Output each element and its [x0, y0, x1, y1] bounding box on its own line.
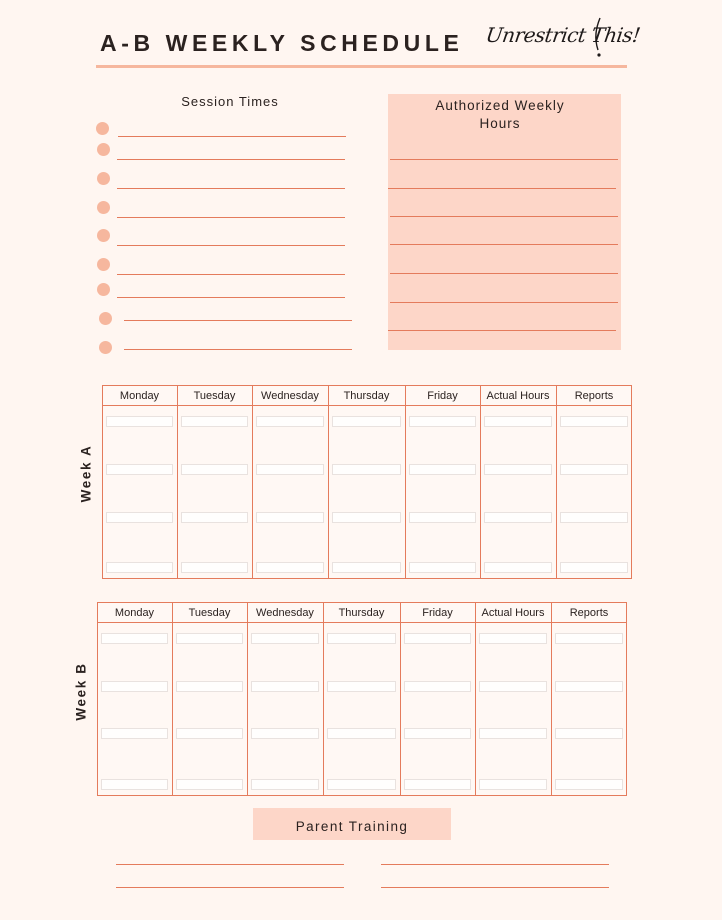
schedule-cell[interactable]	[555, 779, 623, 790]
schedule-cell[interactable]	[484, 512, 552, 523]
schedule-cell[interactable]	[332, 562, 401, 573]
session-bullet	[99, 312, 112, 325]
schedule-cell[interactable]	[101, 779, 168, 790]
authorized-hours-line[interactable]	[390, 244, 618, 245]
schedule-cell[interactable]	[484, 416, 552, 427]
schedule-cell[interactable]	[409, 562, 476, 573]
session-bullet	[97, 143, 110, 156]
schedule-cell[interactable]	[409, 464, 476, 475]
parent-training-line[interactable]	[381, 887, 609, 888]
session-bullet	[97, 229, 110, 242]
session-bullet	[97, 258, 110, 271]
schedule-cell[interactable]	[106, 512, 173, 523]
brand-logo	[484, 14, 642, 60]
session-time-line[interactable]	[117, 159, 345, 160]
schedule-cell[interactable]	[560, 512, 628, 523]
schedule-cell[interactable]	[176, 728, 243, 739]
col-header-friday: Friday	[427, 390, 458, 402]
authorized-hours-line[interactable]	[390, 216, 618, 217]
schedule-cell[interactable]	[176, 681, 243, 692]
column-divider	[405, 385, 406, 579]
week-a-label: Week A	[78, 444, 94, 503]
col-header-reports: Reports	[569, 607, 609, 619]
session-bullet	[99, 341, 112, 354]
week-b-table	[97, 602, 627, 796]
col-header-tuesday: Tuesday	[188, 607, 231, 619]
schedule-cell[interactable]	[256, 464, 324, 475]
schedule-cell[interactable]	[256, 512, 324, 523]
schedule-cell[interactable]	[327, 633, 396, 644]
page-title: A-B WEEKLY SCHEDULE	[100, 30, 464, 56]
schedule-cell[interactable]	[479, 779, 547, 790]
logo-flourish-icon	[484, 14, 612, 60]
schedule-cell[interactable]	[181, 562, 248, 573]
col-header-wednesday: Wednesday	[261, 390, 319, 402]
session-bullet	[97, 283, 110, 296]
week-a-header-divider	[102, 405, 632, 406]
parent-training-heading: Parent Training	[253, 808, 451, 840]
schedule-cell[interactable]	[555, 633, 623, 644]
week-a-table	[102, 385, 632, 579]
schedule-cell[interactable]	[106, 562, 173, 573]
schedule-cell[interactable]	[251, 779, 319, 790]
schedule-cell[interactable]	[404, 728, 471, 739]
authorized-hours-line[interactable]	[390, 302, 618, 303]
schedule-cell[interactable]	[327, 779, 396, 790]
logo-wordmark: Unrestrict This!	[484, 23, 642, 47]
schedule-cell[interactable]	[404, 633, 471, 644]
schedule-cell[interactable]	[332, 464, 401, 475]
authorized-hours-heading	[400, 97, 600, 133]
schedule-cell[interactable]	[327, 681, 396, 692]
session-time-line[interactable]	[124, 320, 352, 321]
schedule-cell[interactable]	[560, 416, 628, 427]
schedule-cell[interactable]	[106, 464, 173, 475]
col-header-friday: Friday	[422, 607, 453, 619]
schedule-cell[interactable]	[181, 512, 248, 523]
session-time-line[interactable]	[117, 297, 345, 298]
schedule-cell[interactable]	[560, 464, 628, 475]
schedule-cell[interactable]	[327, 728, 396, 739]
schedule-cell[interactable]	[251, 681, 319, 692]
schedule-cell[interactable]	[256, 562, 324, 573]
column-divider	[400, 602, 401, 796]
schedule-cell[interactable]	[555, 681, 623, 692]
session-time-line[interactable]	[124, 349, 352, 350]
parent-training-line[interactable]	[116, 864, 344, 865]
schedule-cell[interactable]	[106, 416, 173, 427]
schedule-cell[interactable]	[251, 633, 319, 644]
authorized-title-line: Hours	[479, 116, 521, 131]
column-divider	[480, 385, 481, 579]
session-time-line[interactable]	[117, 245, 345, 246]
authorized-title-line: Authorized Weekly	[435, 98, 565, 113]
schedule-cell[interactable]	[256, 416, 324, 427]
column-divider	[247, 602, 248, 796]
schedule-cell[interactable]	[101, 728, 168, 739]
schedule-cell[interactable]	[101, 681, 168, 692]
schedule-cell[interactable]	[176, 633, 243, 644]
col-header-thursday: Thursday	[343, 390, 390, 402]
session-time-line[interactable]	[117, 188, 345, 189]
session-time-line[interactable]	[118, 136, 346, 137]
col-header-monday: Monday	[114, 607, 155, 619]
schedule-cell[interactable]	[409, 416, 476, 427]
session-time-line[interactable]	[117, 274, 345, 275]
schedule-cell[interactable]	[560, 562, 628, 573]
authorized-hours-line[interactable]	[388, 330, 616, 331]
schedule-cell[interactable]	[181, 464, 248, 475]
schedule-cell[interactable]	[479, 728, 547, 739]
col-header-tuesday: Tuesday	[193, 390, 236, 402]
schedule-cell[interactable]	[479, 633, 547, 644]
header-divider	[96, 65, 627, 68]
column-divider	[328, 385, 329, 579]
session-bullet	[97, 172, 110, 185]
parent-training-line[interactable]	[381, 864, 609, 865]
col-header-monday: Monday	[119, 390, 160, 402]
col-header-actual-hours: Actual Hours	[486, 390, 550, 402]
week-b-label: Week B	[73, 662, 89, 721]
session-bullet	[97, 201, 110, 214]
col-header-reports: Reports	[574, 390, 614, 402]
schedule-cell[interactable]	[101, 633, 168, 644]
schedule-cell[interactable]	[409, 512, 476, 523]
schedule-cell[interactable]	[479, 681, 547, 692]
schedule-cell[interactable]	[251, 728, 319, 739]
schedule-cell[interactable]	[484, 562, 552, 573]
column-divider	[323, 602, 324, 796]
authorized-hours-line[interactable]	[390, 273, 618, 274]
schedule-cell[interactable]	[484, 464, 552, 475]
schedule-cell[interactable]	[332, 416, 401, 427]
session-time-line[interactable]	[117, 217, 345, 218]
column-divider	[556, 385, 557, 579]
session-times-heading: Session Times	[181, 94, 279, 109]
schedule-cell[interactable]	[404, 681, 471, 692]
week-b-header-divider	[97, 622, 627, 623]
parent-training-line[interactable]	[116, 887, 344, 888]
column-divider	[551, 602, 552, 796]
schedule-cell[interactable]	[181, 416, 248, 427]
col-header-actual-hours: Actual Hours	[481, 607, 545, 619]
column-divider	[177, 385, 178, 579]
column-divider	[252, 385, 253, 579]
column-divider	[172, 602, 173, 796]
col-header-thursday: Thursday	[338, 607, 385, 619]
session-bullet	[96, 122, 109, 135]
schedule-cell[interactable]	[332, 512, 401, 523]
authorized-hours-line[interactable]	[390, 159, 618, 160]
authorized-hours-line[interactable]	[388, 188, 616, 189]
col-header-wednesday: Wednesday	[256, 607, 314, 619]
schedule-cell[interactable]	[404, 779, 471, 790]
schedule-cell[interactable]	[176, 779, 243, 790]
schedule-cell[interactable]	[555, 728, 623, 739]
column-divider	[475, 602, 476, 796]
